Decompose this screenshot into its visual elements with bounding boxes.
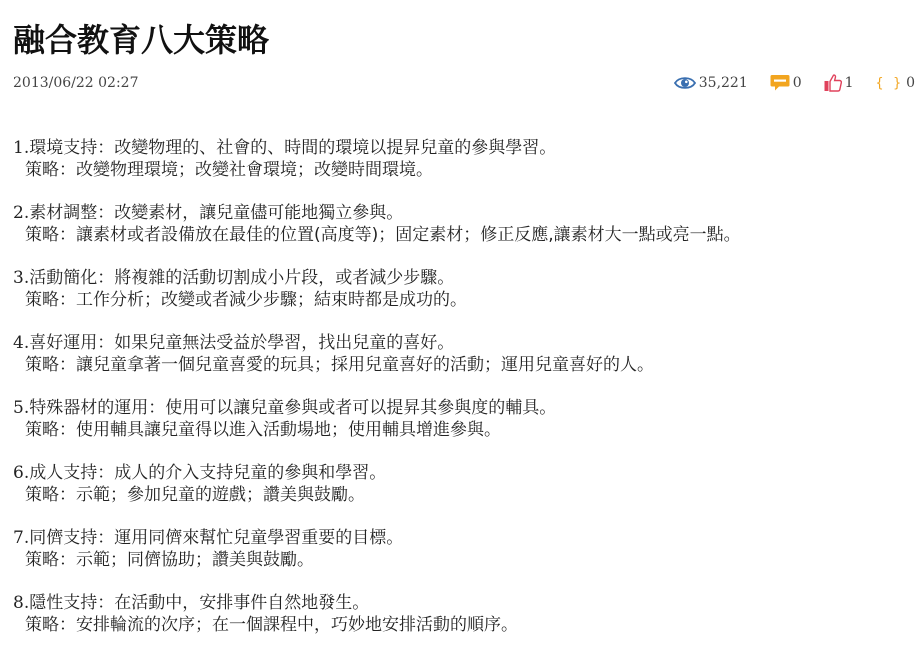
strategy-detail: 策略：工作分析；改變或者減少步驟；結束時都是成功的。 [25, 290, 467, 310]
strategy-item [13, 137, 913, 181]
strategy-heading [13, 527, 913, 549]
strategy-item [13, 332, 913, 376]
eye-icon [674, 76, 696, 90]
likes-stat[interactable] [824, 74, 854, 92]
post-date: 2013/06/22 02:27 [13, 75, 139, 91]
strategy-item [13, 397, 913, 441]
strategy-detail: 策略：示範；參加兒童的遊戲；讚美與鼓勵。 [25, 485, 365, 505]
strategy-heading-text: 素材調整：改變素材，讓兒童儘可能地獨立參與。 [29, 203, 404, 223]
strategy-number: 3. [13, 268, 30, 288]
strategy-number: 7. [13, 528, 30, 548]
strategy-heading [13, 397, 913, 419]
strategy-item [13, 462, 913, 506]
comments-stat[interactable] [770, 74, 802, 92]
strategy-number: 5. [13, 398, 30, 418]
embeds-count: 0 [906, 75, 915, 91]
strategy-detail: 策略：使用輔具讓兒童得以進入活動場地；使用輔具增進參與。 [25, 420, 501, 440]
likes-count: 1 [844, 75, 854, 91]
strategy-item [13, 267, 913, 311]
strategy-heading [13, 267, 913, 289]
page-title: 融合教育八大策略 [13, 21, 270, 59]
strategy-heading-text: 隱性支持：在活動中，安排事件自然地發生。 [29, 593, 370, 613]
comments-count: 0 [792, 75, 802, 91]
comment-icon[interactable] [770, 74, 790, 92]
strategy-detail: 策略：讓素材或者設備放在最佳的位置(高度等)；固定素材；修正反應,讓素材大一點或亮一點。 [25, 225, 741, 245]
strategy-item [13, 592, 913, 636]
strategy-heading [13, 462, 913, 484]
strategy-number: 8. [13, 593, 30, 613]
strategy-heading-text: 同儕支持：運用同儕來幫忙兒童學習重要的目標。 [29, 528, 404, 548]
thumbs-up-icon[interactable] [824, 74, 842, 92]
strategy-number: 2. [13, 203, 30, 223]
strategy-detail: 策略：安排輪流的次序；在一個課程中，巧妙地安排活動的順序。 [25, 615, 518, 635]
strategy-number: 1. [13, 138, 30, 158]
strategy-heading-text: 特殊器材的運用：使用可以讓兒童參與或者可以提昇其參與度的輔具。 [29, 398, 557, 418]
strategy-heading [13, 137, 913, 159]
strategy-heading-text: 喜好運用：如果兒童無法受益於學習，找出兒童的喜好。 [29, 333, 455, 353]
embed-icon[interactable]: { } [875, 75, 903, 91]
strategy-number: 4. [13, 333, 30, 353]
article-meta [13, 72, 915, 94]
strategy-item [13, 527, 913, 571]
embed-stat[interactable] [876, 75, 915, 91]
strategy-number: 6. [13, 463, 30, 483]
strategy-detail: 策略：改變物理環境；改變社會環境；改變時間環境。 [25, 160, 433, 180]
views-stat [674, 75, 748, 91]
strategy-heading [13, 332, 913, 354]
strategy-heading-text: 環境支持：改變物理的、社會的、時間的環境以提昇兒童的參與學習。 [29, 138, 557, 158]
strategy-heading-text: 成人支持：成人的介入支持兒童的參與和學習。 [29, 463, 387, 483]
strategy-heading-text: 活動簡化：將複雜的活動切割成小片段，或者減少步驟。 [29, 268, 455, 288]
strategy-detail: 策略：讓兒童拿著一個兒童喜愛的玩具；採用兒童喜好的活動；運用兒童喜好的人。 [25, 355, 654, 375]
strategy-heading [13, 202, 913, 224]
strategy-item [13, 202, 913, 246]
stats-bar [674, 74, 915, 92]
views-count: 35,221 [698, 75, 748, 91]
strategy-detail: 策略：示範；同儕協助；讚美與鼓勵。 [25, 550, 314, 570]
article-body [13, 137, 913, 657]
strategy-heading [13, 592, 913, 614]
